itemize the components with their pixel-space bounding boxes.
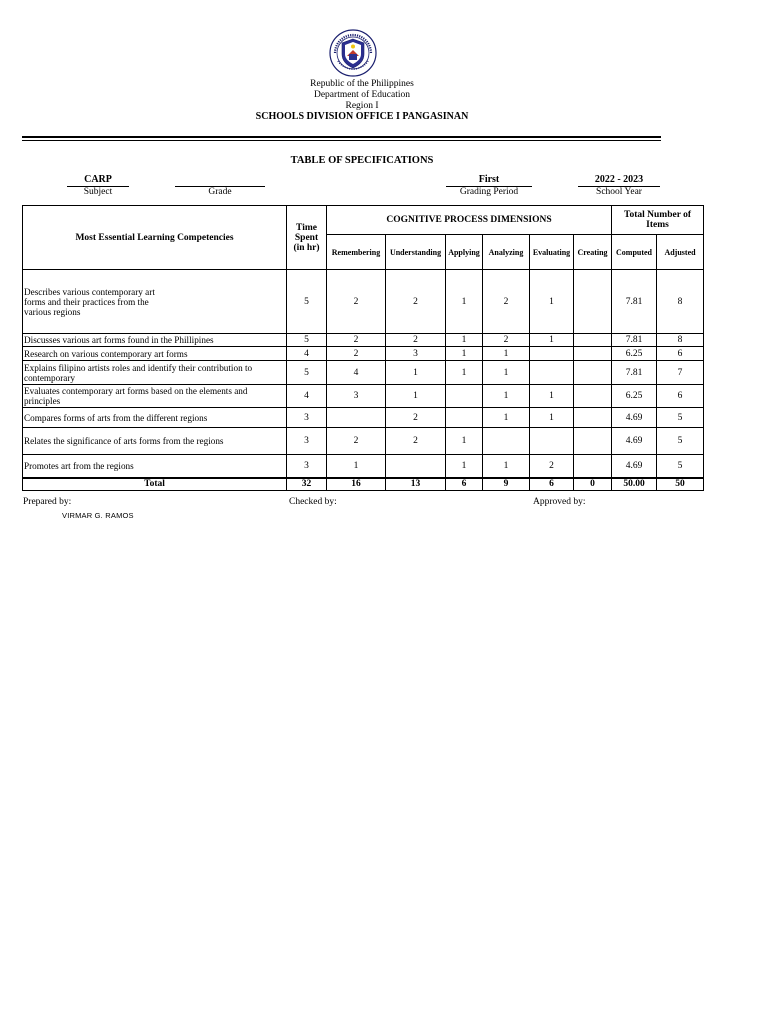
- adjusted-cell: 5: [657, 455, 704, 478]
- time-cell: 3: [287, 455, 327, 478]
- analyzing-cell: 2: [483, 334, 530, 347]
- adjusted-cell: 6: [657, 385, 704, 408]
- header-divider-thin: [22, 140, 661, 141]
- table-row: [23, 347, 704, 361]
- applying-cell: 1: [446, 361, 483, 385]
- applying-cell: 1: [446, 428, 483, 455]
- header-department: Department of Education: [313, 90, 411, 100]
- evaluating-cell: 1: [530, 334, 574, 347]
- applying-cell: 1: [446, 455, 483, 478]
- applying-cell: 1: [446, 347, 483, 361]
- analyzing-cell: 1: [483, 455, 530, 478]
- grade-caption: Grade: [208, 187, 232, 197]
- table-row: [23, 361, 704, 385]
- header-country: Republic of the Philippines: [310, 79, 414, 89]
- remembering-cell: 2: [327, 334, 386, 347]
- competency-cell: Relates the significance of arts forms from the regions: [23, 428, 287, 455]
- creating-cell: [574, 455, 612, 478]
- remembering-header: Remembering: [327, 235, 386, 270]
- header-divider-thick: [22, 136, 661, 138]
- table-row: [23, 334, 704, 347]
- creating-cell: [574, 361, 612, 385]
- applying-cell: [446, 408, 483, 428]
- competency-cell: [23, 270, 287, 334]
- adjusted-header: Adjusted: [657, 235, 704, 270]
- evaluating-cell: 1: [530, 408, 574, 428]
- remembering-cell: 1: [327, 455, 386, 478]
- adjusted-cell: 8: [657, 334, 704, 347]
- total-evaluating: 6: [530, 478, 574, 491]
- competency-cell: Compares forms of arts from the different regions: [23, 408, 287, 428]
- evaluating-cell: 2: [530, 455, 574, 478]
- analyzing-cell: 1: [483, 361, 530, 385]
- grading-period-caption: Grading Period: [459, 187, 519, 197]
- analyzing-cell: 2: [483, 270, 530, 334]
- analyzing-cell: 1: [483, 408, 530, 428]
- understanding-cell: 3: [386, 347, 446, 361]
- evaluating-cell: 1: [530, 270, 574, 334]
- analyzing-cell: 1: [483, 347, 530, 361]
- applying-cell: 1: [446, 270, 483, 334]
- total-creating: 0: [574, 478, 612, 491]
- creating-header: Creating: [574, 235, 612, 270]
- remembering-cell: 2: [327, 428, 386, 455]
- subject-value: CARP: [67, 174, 129, 187]
- grade-value: [175, 174, 265, 187]
- time-spent-header-line1: Time: [296, 222, 317, 233]
- computed-cell: 7.81: [612, 270, 657, 334]
- subject-field: [67, 174, 129, 198]
- creating-cell: [574, 334, 612, 347]
- understanding-cell: 2: [386, 270, 446, 334]
- table-row: [23, 428, 704, 455]
- competency-cell: Promotes art from the regions: [23, 455, 287, 478]
- remembering-cell: [327, 408, 386, 428]
- time-cell: 4: [287, 385, 327, 408]
- computed-cell: 7.81: [612, 334, 657, 347]
- deped-seal-logo: [329, 29, 377, 77]
- creating-cell: [574, 347, 612, 361]
- evaluating-header: Evaluating: [530, 235, 574, 270]
- cognitive-dimensions-header: COGNITIVE PROCESS DIMENSIONS: [327, 206, 612, 235]
- analyzing-cell: 1: [483, 385, 530, 408]
- school-year-value: 2022 - 2023: [578, 174, 660, 187]
- total-items-header: [612, 206, 704, 235]
- competency-cell: [23, 385, 287, 408]
- time-spent-header-line2: Spent: [294, 232, 319, 243]
- computed-cell: 6.25: [612, 385, 657, 408]
- school-year-field: [578, 174, 660, 198]
- header-division: SCHOOLS DIVISION OFFICE I PANGASINAN: [255, 111, 469, 122]
- remembering-cell: 3: [327, 385, 386, 408]
- time-cell: 5: [287, 270, 327, 334]
- understanding-cell: 2: [386, 408, 446, 428]
- prepared-by-name: VIRMAR G. RAMOS: [62, 511, 134, 520]
- header-region: Region I: [345, 101, 379, 111]
- competency-line: forms and their practices from the: [24, 296, 149, 307]
- understanding-cell: 1: [386, 361, 446, 385]
- creating-cell: [574, 408, 612, 428]
- applying-cell: [446, 385, 483, 408]
- approved-by-label: Approved by:: [533, 497, 586, 507]
- competency-cell: Research on various contemporary art forms: [23, 347, 287, 361]
- checked-by-label: Checked by:: [289, 497, 337, 507]
- creating-cell: [574, 385, 612, 408]
- adjusted-cell: 5: [657, 428, 704, 455]
- computed-cell: 6.25: [612, 347, 657, 361]
- creating-cell: [574, 270, 612, 334]
- remembering-cell: 4: [327, 361, 386, 385]
- table-of-specifications: [22, 205, 704, 491]
- school-year-caption: School Year: [596, 187, 642, 197]
- total-time: 32: [287, 478, 327, 491]
- understanding-cell: 2: [386, 428, 446, 455]
- understanding-cell: [386, 455, 446, 478]
- competency-line: contemporary: [24, 372, 76, 383]
- evaluating-cell: [530, 361, 574, 385]
- total-remembering: 16: [327, 478, 386, 491]
- total-items-header-line1: Total Number of: [624, 210, 692, 220]
- adjusted-cell: 6: [657, 347, 704, 361]
- adjusted-cell: 8: [657, 270, 704, 334]
- adjusted-cell: 5: [657, 408, 704, 428]
- understanding-cell: 1: [386, 385, 446, 408]
- time-cell: 5: [287, 361, 327, 385]
- grading-period-field: [446, 174, 532, 198]
- competencies-header: Most Essential Learning Competencies: [23, 206, 287, 270]
- applying-header: Applying: [446, 235, 483, 270]
- prepared-by-label: Prepared by:: [23, 497, 72, 507]
- total-row: [23, 478, 704, 491]
- evaluating-cell: [530, 347, 574, 361]
- time-cell: 5: [287, 334, 327, 347]
- time-cell: 3: [287, 428, 327, 455]
- computed-cell: 4.69: [612, 455, 657, 478]
- computed-header: Computed: [612, 235, 657, 270]
- time-spent-header-line3: (in hr): [293, 242, 320, 253]
- total-applying: 6: [446, 478, 483, 491]
- evaluating-cell: 1: [530, 385, 574, 408]
- understanding-cell: 2: [386, 334, 446, 347]
- document-title: TABLE OF SPECIFICATIONS: [290, 155, 434, 166]
- total-label: Total: [23, 478, 287, 491]
- total-items-header-line2: Items: [646, 220, 669, 230]
- competency-line: Evaluates contemporary art forms based on the elements and: [24, 386, 248, 396]
- total-analyzing: 9: [483, 478, 530, 491]
- remembering-cell: 2: [327, 270, 386, 334]
- table-row: [23, 385, 704, 408]
- table-header-row: [23, 206, 704, 235]
- time-cell: 3: [287, 408, 327, 428]
- competency-line: various regions: [24, 306, 81, 317]
- applying-cell: 1: [446, 334, 483, 347]
- evaluating-cell: [530, 428, 574, 455]
- grading-period-value: First: [446, 174, 532, 187]
- competency-cell: [23, 361, 287, 385]
- competency-line: Explains filipino artists roles and identify their contribution to: [24, 362, 253, 373]
- total-understanding: 13: [386, 478, 446, 491]
- creating-cell: [574, 428, 612, 455]
- adjusted-cell: 7: [657, 361, 704, 385]
- time-spent-header: [287, 206, 327, 270]
- total-computed: 50.00: [612, 478, 657, 491]
- competency-line: principles: [24, 396, 61, 406]
- analyzing-header: Analyzing: [483, 235, 530, 270]
- remembering-cell: 2: [327, 347, 386, 361]
- analyzing-cell: [483, 428, 530, 455]
- computed-cell: 4.69: [612, 428, 657, 455]
- subject-caption: Subject: [83, 187, 113, 197]
- table-row: [23, 455, 704, 478]
- total-adjusted: 50: [657, 478, 704, 491]
- competency-cell: Discusses various art forms found in the Phillipines: [23, 334, 287, 347]
- computed-cell: 7.81: [612, 361, 657, 385]
- time-cell: 4: [287, 347, 327, 361]
- table-row: [23, 408, 704, 428]
- grade-field: [175, 174, 265, 198]
- understanding-header: Understanding: [386, 235, 446, 270]
- computed-cell: 4.69: [612, 408, 657, 428]
- competency-line: Describes various contemporary art: [24, 286, 155, 297]
- table-row: [23, 270, 704, 334]
